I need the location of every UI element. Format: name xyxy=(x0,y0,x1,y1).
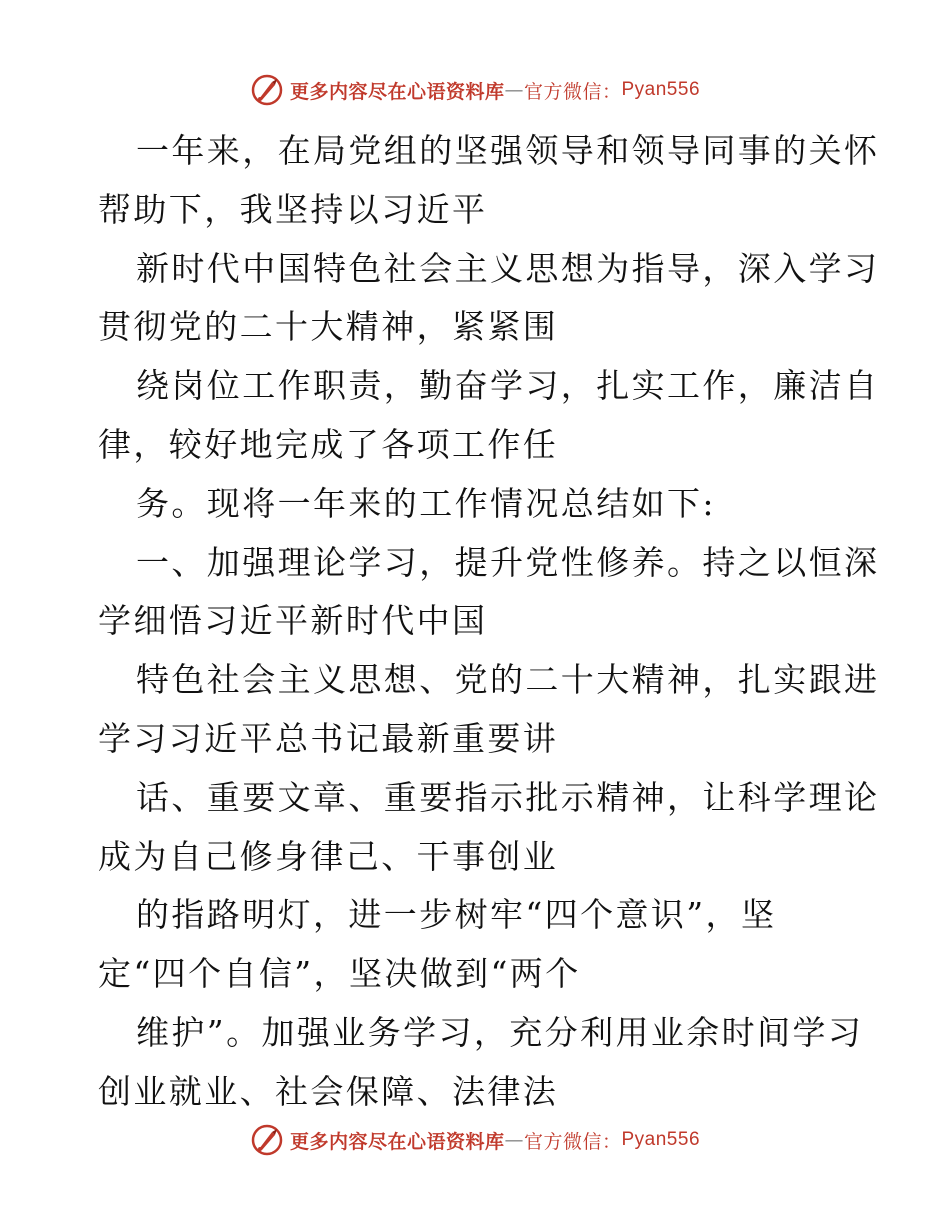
text-line: 学习习近平总书记最新重要讲 xyxy=(98,718,559,758)
watermark-footer xyxy=(0,1120,950,1160)
text-line: 一年来，在局党组的坚强领导和领导同事的关怀 xyxy=(136,131,880,170)
text-line: 学细悟习近平新时代中国 xyxy=(98,601,488,641)
text-line: 贯彻党的二十大精神，紧紧围 xyxy=(98,307,559,347)
watermark-wechat-label: 官方微信： xyxy=(523,1130,622,1153)
text-line: 特色社会主义思想、党的二十大精神，扎实跟进 xyxy=(136,660,880,700)
text-line: 一、加强理论学习，提升党性修养。持之以恒深 xyxy=(136,542,880,582)
watermark-separator: — xyxy=(504,79,524,101)
text-line: 的指路明灯，进一步树牢“四个意识”，坚 xyxy=(136,895,777,935)
watermark-title: 更多内容尽在心语资料库 xyxy=(289,80,505,103)
text-line: 绕岗位工作职责，勤奋学习，扎实工作，廉洁自 xyxy=(136,366,880,406)
text-line: 成为自己修身律己、干事创业 xyxy=(98,836,559,876)
watermark-separator: — xyxy=(504,1129,524,1151)
quill-pen-logo-icon xyxy=(250,1123,284,1157)
text-line: 话、重要文章、重要指示批示精神，让科学理论 xyxy=(136,777,880,817)
text-line: 律，较好地完成了各项工作任 xyxy=(98,424,559,464)
text-line: 维护”。加强业务学习，充分利用业余时间学习 xyxy=(136,1012,864,1052)
document-body xyxy=(98,122,880,1122)
watermark-wechat-id: Pyan556 xyxy=(621,79,701,100)
watermark-title: 更多内容尽在心语资料库 xyxy=(289,1130,505,1153)
watermark-header xyxy=(0,70,950,110)
text-line: 创业就业、社会保障、法律法 xyxy=(98,1071,559,1111)
watermark-wechat-id: Pyan556 xyxy=(621,1129,701,1150)
text-line: 务。现将一年来的工作情况总结如下: xyxy=(136,483,716,523)
text-line: 新时代中国特色社会主义思想为指导，深入学习 xyxy=(136,248,880,288)
text-line: 定“四个自信”，坚决做到“两个 xyxy=(98,954,581,994)
text-line: 帮助下，我坚持以习近平 xyxy=(98,189,488,229)
quill-pen-logo-icon xyxy=(250,73,284,107)
watermark-wechat-label: 官方微信： xyxy=(523,80,622,103)
